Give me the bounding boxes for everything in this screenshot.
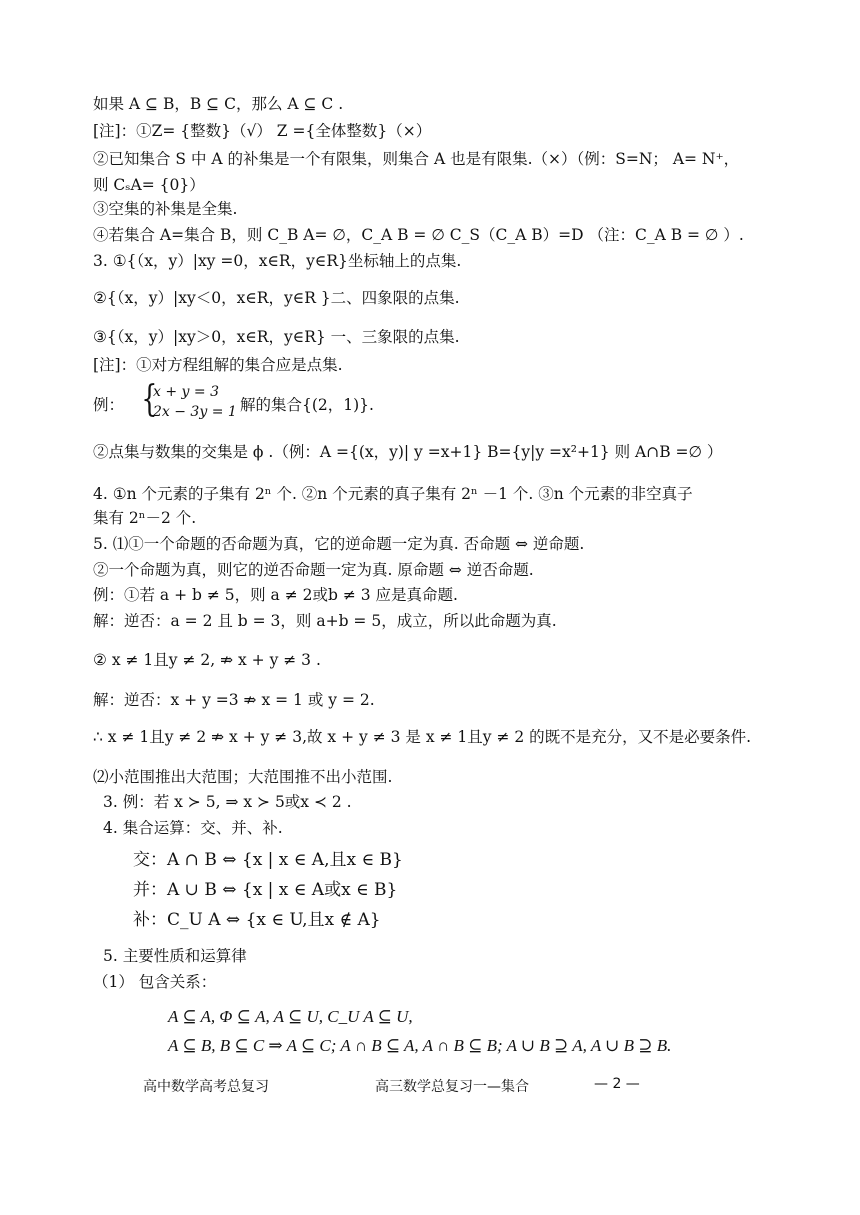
text-line: 3. ①{（x，y）|xy =0，x∈R，y∈R}坐标轴上的点集. xyxy=(93,252,462,270)
text-line: ②点集与数集的交集是 ϕ .（例：A ={(x，y)| y =x+1} B={y|y =x²+1} 则 A∩B =∅ ） xyxy=(93,443,723,461)
text-line: ③空集的补集是全集. xyxy=(93,200,238,218)
footer-left: 高中数学高考总复习 xyxy=(143,1079,269,1095)
page-number: — 2 — xyxy=(594,1076,640,1092)
formula-union: 并：A ∪ B ⇔ {x | x ∈ A或x ∈ B} xyxy=(133,880,398,900)
text-line: 解：逆否：a = 2 且 b = 3，则 a+b = 5，成立，所以此命题为真. xyxy=(93,612,557,630)
formula-inclusion-1: A ⊆ A, Φ ⊆ A, A ⊆ U, C_U A ⊆ U, xyxy=(168,1007,413,1026)
text-line: 5. 主要性质和运算律 xyxy=(103,947,247,965)
text-line: 3. 例：若 x ≻ 5, ⇒ x ≻ 5或x ≺ 2 . xyxy=(103,793,352,811)
text-line: ②一个命题为真，则它的逆否命题一定为真. 原命题 ⇔ 逆否命题. xyxy=(93,561,534,579)
text-line: 4. 集合运算：交、并、补. xyxy=(103,819,283,837)
text-line: ②已知集合 S 中 A 的补集是一个有限集，则集合 A 也是有限集.（×）（例：S=N； A= N⁺， xyxy=(93,150,740,168)
example-label: 例： xyxy=(93,396,125,414)
text-line: ③{（x，y）|xy＞0，x∈R，y∈R} 一、三象限的点集. xyxy=(93,328,460,346)
text-line: ∴ x ≠ 1且y ≠ 2 ⇏ x + y ≠ 3,故 x + y ≠ 3 是 x ≠ 1且y ≠ 2 的既不是充分，又不是必要条件. xyxy=(93,728,752,746)
text-line: ⑵小范围推出大范围；大范围推不出小范围. xyxy=(93,768,393,786)
footer-center: 高三数学总复习一—集合 xyxy=(375,1079,529,1095)
text-line: 例：①若 a + b ≠ 5，则 a ≠ 2或b ≠ 3 应是真命题. xyxy=(93,586,458,604)
text-line: 5. ⑴①一个命题的否命题为真，它的逆命题一定为真. 否命题 ⇔ 逆命题. xyxy=(93,535,585,553)
equation-1: x + y = 3 xyxy=(153,384,219,400)
formula-intersection: 交：A ∩ B ⇔ {x | x ∈ A,且x ∈ B} xyxy=(133,850,403,870)
formula-inclusion-2: A ⊆ B, B ⊆ C ⇒ A ⊆ C; A ∩ B ⊆ A, A ∩ B ⊆ B; A ∪ B ⊇ A, A ∪ B ⊇ B. xyxy=(168,1036,672,1055)
equation-2: 2x − 3y = 1 xyxy=(153,404,237,420)
left-brace: { xyxy=(141,379,158,420)
text-line: ②{（x，y）|xy＜0，x∈R，y∈R }二、四象限的点集. xyxy=(93,289,460,307)
text-line: 如果 A ⊆ B，B ⊆ C，那么 A ⊆ C . xyxy=(93,95,344,113)
text-line: [注]：①Z= {整数}（√） Z ={全体整数}（×） xyxy=(93,122,432,140)
solution-set-text: 解的集合{(2，1)}. xyxy=(240,396,374,414)
text-line: ④若集合 A=集合 B，则 C_B A= ∅，C_A B = ∅ C_S（C_A B）=D （注：C_A B = ∅ ）. xyxy=(93,226,744,244)
equation-system-example xyxy=(93,379,433,424)
text-line: ② x ≠ 1且y ≠ 2, ⇏ x + y ≠ 3 . xyxy=(93,651,321,669)
text-line: （1） 包含关系： xyxy=(93,973,217,991)
text-line: 4. ①n 个元素的子集有 2ⁿ 个. ②n 个元素的真子集有 2ⁿ －1 个. ③n 个元素的非空真子 xyxy=(93,485,693,503)
text-line: 集有 2ⁿ－2 个. xyxy=(93,509,197,527)
formula-complement: 补：C_U A ⇔ {x ∈ U,且x ∉ A} xyxy=(133,910,381,930)
text-line: [注]：①对方程组解的集合应是点集. xyxy=(93,356,343,374)
text-line: 则 CₛA= {0}） xyxy=(93,176,205,194)
text-line: 解：逆否：x + y =3 ⇏ x = 1 或 y = 2. xyxy=(93,691,375,709)
